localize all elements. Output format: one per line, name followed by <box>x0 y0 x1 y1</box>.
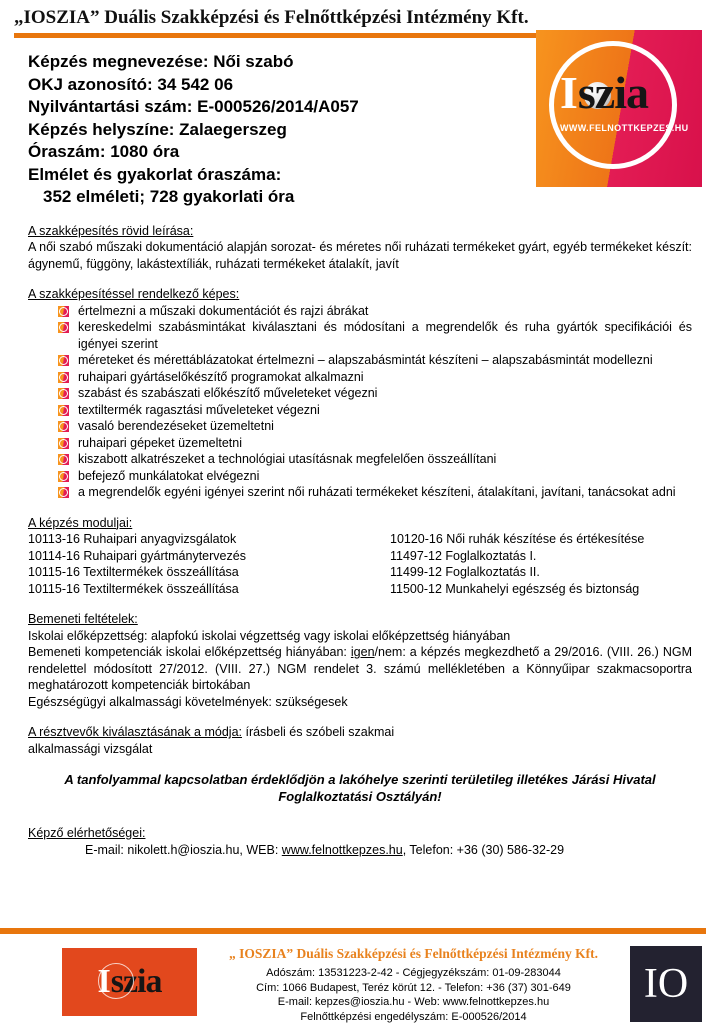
skill-text: méreteket és mérettáblázatokat értelmezni – alapszabásmintát készíteni – alapszabásmintát modellezni <box>78 353 653 367</box>
entry-competencies-suffix: /nem: a képzés megkezdhető a 29/2016. (VIII. 26.) NGM rendelettel módosított 27/2012. (VIII. 27.) NGM rendelet 3. számú mellékletében a Könnyűipar szakmacsoportra meghatározott kompetenciák birtokában <box>28 645 692 692</box>
footer-license-line: Felnőttképzési engedélyszám: E-000526/2014 <box>300 1010 527 1023</box>
footer-logo-ring-shape <box>98 963 134 999</box>
ioszia-bullet-icon <box>58 421 69 432</box>
footer-company-name: „ IOSZIA” Duális Szakképzési és Felnőttképzési Intézmény Kft. <box>229 946 598 961</box>
skill-text: textiltermék ragasztási műveleteket végezni <box>78 402 320 417</box>
skill-text: ruhaipari gyártáselőkészítő programokat alkalmazni <box>78 369 364 384</box>
skill-text: ruhaipari gépeket üzemeltetni <box>78 435 242 450</box>
footer-ioszia-logo <box>62 948 197 1016</box>
skill-text: vasaló berendezéseket üzemeltetni <box>78 419 274 433</box>
entry-line-competencies <box>28 644 692 694</box>
contact-line <box>28 842 692 859</box>
modules-heading: A képzés moduljai: <box>28 515 133 530</box>
skill-text: befejező munkálatokat elvégezni <box>78 468 260 483</box>
footer-body <box>0 934 706 1024</box>
description-text: A női szabó műszaki dokumentáció alapján sorozat- és méretes női ruházati termékeket gyárt, egyéb termékeket készít: ágynemű, függöny, lakástextíliák, ruházati termékeket átalakít, javít <box>28 240 692 271</box>
module-item: 10115-16 Textiltermékek összeállítása <box>28 581 239 596</box>
page-title: „IOSZIA” Duális Szakképzési és Felnőttképzési Intézmény Kft. <box>14 7 529 28</box>
course-name: Képzés megnevezése: Női szabó <box>28 52 294 71</box>
registration-number: Nyilvántartási szám: E-000526/2014/A057 <box>28 97 359 116</box>
selection-method-1: írásbeli és szóbeli szakmai <box>242 725 395 739</box>
footer-company-info <box>197 942 630 1024</box>
modules-columns <box>28 531 692 597</box>
list-item <box>28 468 692 485</box>
okj-id: OKJ azonosító: 34 542 06 <box>28 74 234 94</box>
document-body <box>28 223 692 859</box>
list-item <box>28 369 692 386</box>
footer-logo-letters-szia: szia <box>110 963 162 1000</box>
section-modules <box>28 515 692 598</box>
contact-heading: Képző elérhetőségei: <box>28 826 146 840</box>
list-item <box>28 484 692 501</box>
module-item: 10114-16 Ruhaipari gyártmánytervezés <box>28 548 246 563</box>
ioszia-bullet-icon <box>58 438 69 449</box>
ioszia-bullet-icon <box>58 306 69 317</box>
logo-wordmark <box>560 67 649 118</box>
entry-line-health: Egészségügyi alkalmassági követelmények: szükségesek <box>28 694 348 709</box>
footer <box>0 928 706 1024</box>
selection-text <box>28 724 692 757</box>
logo-letter-i: I <box>560 67 578 118</box>
module-item: 11497-12 Foglalkoztatás I. <box>390 548 537 563</box>
list-item <box>28 451 692 468</box>
skill-text: szabást és szabászati előkészítő műveleteket végezni <box>78 386 378 400</box>
list-item <box>28 303 692 320</box>
section-description <box>28 223 692 273</box>
modules-right-column <box>390 531 692 597</box>
website-link[interactable]: www.felnottkepzes.hu <box>281 842 403 857</box>
contact-phone: , Telefon: +36 (30) 586-32-29 <box>402 842 565 857</box>
course-location: Képzés helyszíne: Zalaegerszeg <box>28 119 287 139</box>
course-info-block <box>28 51 518 209</box>
selection-label: A résztvevők kiválasztásának a módja: <box>28 725 242 739</box>
section-contact <box>28 825 692 858</box>
list-item <box>28 352 692 369</box>
section-skills <box>28 286 692 501</box>
module-item: 11500-12 Munkahelyi egészség és biztonság <box>390 581 640 596</box>
section-entry-requirements <box>28 611 692 710</box>
contact-email: E-mail: nikolett.h@ioszia.hu, WEB: <box>85 842 282 857</box>
entry-line-schooling: Iskolai előképzettség: alapfokú iskolai végzettség vagy iskolai előképzettség hiányában <box>28 628 511 643</box>
ioszia-bullet-icon <box>58 355 69 366</box>
skill-text: kereskedelmi szabásmintákat kiválasztani és módosítani a megrendelők és ruha gyártók specifikációi és igényei szerint <box>78 320 692 351</box>
ioszia-logo <box>536 30 702 187</box>
entry-competencies-prefix: Bemeneti kompetenciák iskolai előképzettség hiányában: <box>28 645 351 659</box>
logo-letters-szia: szia <box>577 67 649 118</box>
ioszia-bullet-icon <box>58 372 69 383</box>
skills-heading: A szakképesítéssel rendelkező képes: <box>28 287 240 301</box>
module-item: 10113-16 Ruhaipari anyagvizsgálatok <box>28 532 237 546</box>
ioszia-bullet-icon <box>58 322 69 333</box>
theory-practice-label: Elmélet és gyakorlat óraszáma: <box>28 164 282 184</box>
skill-text: kiszabott alkatrészeket a technológiai utasításnak megfelelően összeállítani <box>78 452 497 466</box>
theory-practice-hours: 352 elméleti; 728 gyakorlati óra <box>43 187 295 206</box>
section-selection <box>28 724 692 757</box>
course-hours: Óraszám: 1080 óra <box>28 142 180 161</box>
ioszia-bullet-icon <box>58 487 69 498</box>
list-item <box>28 385 692 402</box>
skill-text: értelmezni a műszaki dokumentációt és rajzi ábrákat <box>78 303 369 318</box>
list-item <box>28 402 692 419</box>
description-heading: A szakképesítés rövid leírása: <box>28 223 194 238</box>
module-item: 11499-12 Foglalkoztatás II. <box>390 565 540 579</box>
logo-website-text: WWW.FELNOTTKEPZES.HU <box>560 123 689 133</box>
list-item <box>28 319 692 352</box>
list-item <box>28 435 692 452</box>
footer-logo-letter-i: I <box>97 963 111 1000</box>
modules-left-column <box>28 531 390 597</box>
header-divider <box>14 33 554 38</box>
entry-competencies-yes: igen <box>350 645 375 659</box>
footer-tax-line: Adószám: 13531223-2-42 - Cégjegyzékszám: 01-09-283044 <box>266 967 561 979</box>
ioszia-bullet-icon <box>58 405 69 416</box>
module-item: 10120-16 Női ruhák készítése és értékesítése <box>390 532 645 546</box>
footer-io-logo: IO <box>630 946 702 1022</box>
ioszia-bullet-icon <box>58 471 69 482</box>
list-item <box>28 418 692 435</box>
skill-text: a megrendelők egyéni igényei szerint női ruházati termékeket készíteni, átalakítani, javítani, tanácsokat adni <box>78 485 676 499</box>
ioszia-bullet-icon <box>58 388 69 399</box>
ioszia-bullet-icon <box>58 454 69 465</box>
entry-heading: Bemeneti feltételek: <box>28 612 138 626</box>
selection-method-2: alkalmassági vizsgálat <box>28 741 153 756</box>
notice-text: A tanfolyammal kapcsolatban érdeklődjön a lakóhelye szerinti területileg illetékes Járási Hivatal Foglalkoztatási Osztályán! <box>64 772 656 804</box>
module-item: 10115-16 Textiltermékek összeállítása <box>28 565 239 579</box>
footer-email-web-line: E-mail: kepzes@ioszia.hu - Web: www.felnottkepzes.hu <box>277 996 550 1008</box>
footer-address-line: Cím: 1066 Budapest, Teréz körút 12. - Telefon: +36 (37) 301-649 <box>256 981 571 994</box>
